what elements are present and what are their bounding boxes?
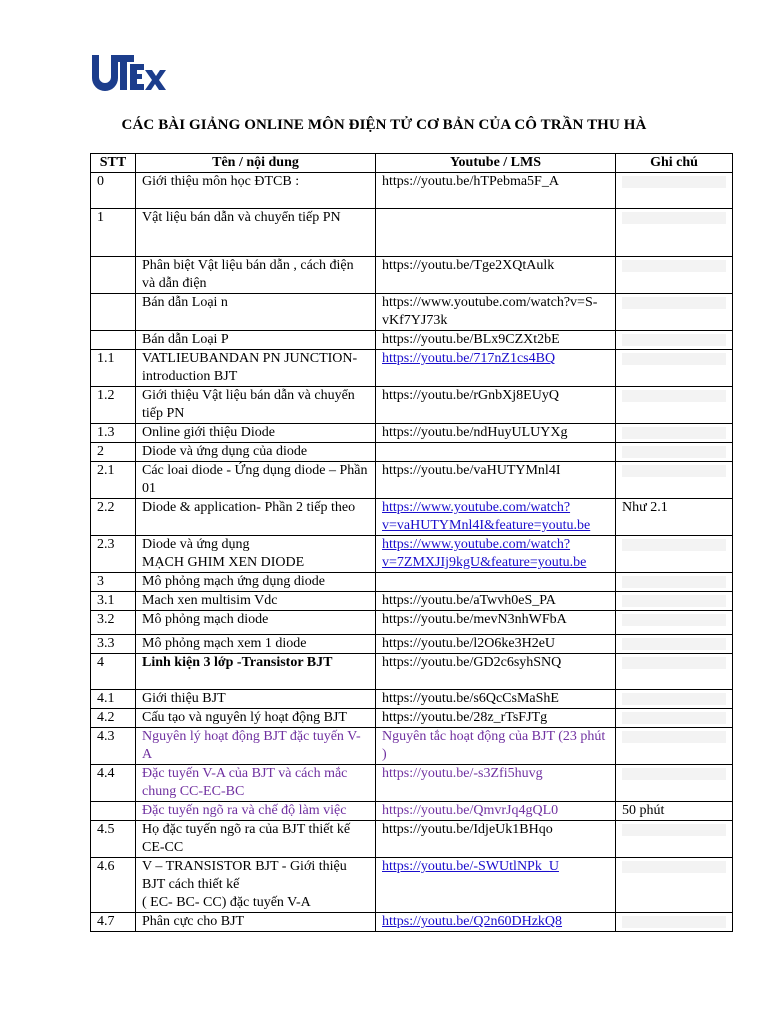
row-link[interactable]: https://youtu.be/Q2n60DHzkQ8 (376, 913, 616, 932)
table-row (91, 350, 733, 387)
row-note (616, 350, 733, 387)
note-shading (622, 731, 726, 743)
table-row (91, 913, 733, 932)
row-name: Giới thiệu môn học ĐTCB : (136, 173, 376, 209)
row-note (616, 592, 733, 611)
table-row (91, 424, 733, 443)
row-name: Các loai diode - Ứng dụng diode – Phần 01 (136, 462, 376, 499)
row-note (616, 387, 733, 424)
row-stt (91, 257, 136, 294)
row-link[interactable]: https://youtu.be/IdjeUk1BHqo (376, 821, 616, 858)
row-link[interactable]: https://youtu.be/Tge2XQtAulk (376, 257, 616, 294)
row-name: Đặc tuyến V-A của BJT và cách mắc chung CC-EC-BC (136, 765, 376, 802)
row-name: Bán dẫn Loại P (136, 331, 376, 350)
row-link[interactable]: https://youtu.be/28z_rTsFJTg (376, 709, 616, 728)
row-link[interactable]: https://youtu.be/l2O6ke3H2eU (376, 635, 616, 654)
table-row (91, 654, 733, 690)
row-note (616, 821, 733, 858)
table-row (91, 765, 733, 802)
row-link[interactable]: https://youtu.be/mevN3nhWFbA (376, 611, 616, 635)
note-shading (622, 638, 726, 650)
row-note (616, 257, 733, 294)
lessons-table (90, 153, 733, 932)
row-name: Họ đặc tuyến ngõ ra của BJT thiết kế CE-CC (136, 821, 376, 858)
table-row (91, 802, 733, 821)
row-note (616, 635, 733, 654)
row-stt: 4.4 (91, 765, 136, 802)
row-name: Linh kiện 3 lớp -Transistor BJT (136, 654, 376, 690)
row-name: Online giới thiệu Diode (136, 424, 376, 443)
row-stt: 0 (91, 173, 136, 209)
row-name: Diode và ứng dụng MẠCH GHIM XEN DIODE (136, 536, 376, 573)
note-shading (622, 465, 726, 477)
row-note (616, 462, 733, 499)
row-note-text: 50 phút (622, 803, 665, 818)
note-shading (622, 861, 726, 873)
row-stt: 3.1 (91, 592, 136, 611)
note-shading (622, 353, 726, 365)
row-note (616, 611, 733, 635)
table-row (91, 536, 733, 573)
row-note (616, 173, 733, 209)
header-link: Youtube / LMS (376, 154, 616, 173)
row-stt: 1.3 (91, 424, 136, 443)
utex-logo (90, 52, 166, 92)
table-row (91, 709, 733, 728)
note-shading (622, 334, 726, 346)
header-note: Ghi chú (616, 154, 733, 173)
row-note (616, 690, 733, 709)
row-name: Bán dẫn Loại n (136, 294, 376, 331)
row-link[interactable]: https://www.youtube.com/watch?v=S-vKf7YJ73k (376, 294, 616, 331)
row-name: Nguyên lý hoạt động BJT đặc tuyến V-A (136, 728, 376, 765)
row-note-text: Như 2.1 (622, 500, 668, 515)
row-stt: 1 (91, 209, 136, 257)
row-stt: 3 (91, 573, 136, 592)
row-note (616, 573, 733, 592)
row-note (616, 536, 733, 573)
note-shading (622, 260, 726, 272)
row-stt: 4.3 (91, 728, 136, 765)
row-link[interactable]: https://youtu.be/-s3Zfi5huvg (376, 765, 616, 802)
table-row (91, 462, 733, 499)
note-shading (622, 176, 726, 188)
note-shading (622, 297, 726, 309)
table-row (91, 257, 733, 294)
row-note (616, 424, 733, 443)
note-shading (622, 657, 726, 669)
row-stt: 4.5 (91, 821, 136, 858)
header-stt: STT (91, 154, 136, 173)
row-name: Diode & application- Phần 2 tiếp theo (136, 499, 376, 536)
table-row (91, 635, 733, 654)
table-row (91, 173, 733, 209)
note-shading (622, 693, 726, 705)
note-shading (622, 916, 726, 928)
row-note (616, 765, 733, 802)
row-stt: 4.6 (91, 858, 136, 913)
row-note (616, 499, 733, 536)
row-name: Mach xen multisim Vdc (136, 592, 376, 611)
row-name: V – TRANSISTOR BJT - Giới thiệu BJT cách thiết kế ( EC- BC- CC) đặc tuyến V-A (136, 858, 376, 913)
row-note (616, 654, 733, 690)
row-link[interactable]: https://youtu.be/rGnbXj8EUyQ (376, 387, 616, 424)
row-note (616, 709, 733, 728)
row-link[interactable]: https://www.youtube.com/watch?v=vaHUTYMnl4I&feature=youtu.be (376, 499, 616, 536)
table-row (91, 387, 733, 424)
row-name: VATLIEUBANDAN PN JUNCTION- introduction BJT (136, 350, 376, 387)
row-stt: 2 (91, 443, 136, 462)
table-row (91, 592, 733, 611)
row-note (616, 913, 733, 932)
row-link[interactable]: https://youtu.be/hTPebma5F_A (376, 173, 616, 209)
row-note (616, 331, 733, 350)
header-name: Tên / nội dung (136, 154, 376, 173)
row-link[interactable]: https://youtu.be/BLx9CZXt2bE (376, 331, 616, 350)
note-shading (622, 390, 726, 402)
row-name: Diode và ứng dụng của diode (136, 443, 376, 462)
row-link[interactable]: https://youtu.be/aTwvh0eS_PA (376, 592, 616, 611)
row-link[interactable]: https://youtu.be/-SWUtlNPk_U (376, 858, 616, 913)
table-row (91, 821, 733, 858)
table-row (91, 331, 733, 350)
row-stt: 2.1 (91, 462, 136, 499)
table-row (91, 499, 733, 536)
row-link[interactable]: https://youtu.be/vaHUTYMnl4I (376, 462, 616, 499)
row-note (616, 858, 733, 913)
row-stt: 2.3 (91, 536, 136, 573)
row-stt: 3.3 (91, 635, 136, 654)
note-shading (622, 576, 726, 588)
row-stt (91, 294, 136, 331)
row-stt: 1.2 (91, 387, 136, 424)
table-row (91, 443, 733, 462)
row-name: Phân cực cho BJT (136, 913, 376, 932)
row-name: Phân biệt Vật liệu bán dẫn , cách điện và dẫn điện (136, 257, 376, 294)
table-row (91, 690, 733, 709)
row-link[interactable]: https://youtu.be/ndHuyULUYXg (376, 424, 616, 443)
row-name: Mô phỏng mạch diode (136, 611, 376, 635)
row-stt: 4.7 (91, 913, 136, 932)
row-stt (91, 331, 136, 350)
row-note (616, 443, 733, 462)
note-shading (622, 712, 726, 724)
row-name: Cấu tạo và nguyên lý hoạt động BJT (136, 709, 376, 728)
table-row (91, 611, 733, 635)
row-note (616, 802, 733, 821)
row-link[interactable]: https://youtu.be/QmvrJq4gQL0 (376, 802, 616, 821)
row-link[interactable]: Nguyên tắc hoạt động của BJT (23 phút ) (376, 728, 616, 765)
row-link[interactable]: https://youtu.be/717nZ1cs4BQ (376, 350, 616, 387)
note-shading (622, 212, 726, 224)
table-row (91, 858, 733, 913)
table-row (91, 294, 733, 331)
row-note (616, 294, 733, 331)
row-stt: 3.2 (91, 611, 136, 635)
row-name: Mô phỏng mạch ứng dụng diode (136, 573, 376, 592)
note-shading (622, 539, 726, 551)
row-stt: 1.1 (91, 350, 136, 387)
note-shading (622, 824, 726, 836)
row-name: Đặc tuyến ngõ ra và chế độ làm việc (136, 802, 376, 821)
note-shading (622, 427, 726, 439)
row-note (616, 209, 733, 257)
note-shading (622, 614, 726, 626)
row-stt: 4 (91, 654, 136, 690)
row-name: Vật liệu bán dẫn và chuyển tiếp PN (136, 209, 376, 257)
row-stt: 4.1 (91, 690, 136, 709)
row-name: Mô phỏng mạch xem 1 diode (136, 635, 376, 654)
row-link (376, 209, 616, 257)
table-header-row (91, 154, 733, 173)
row-link[interactable]: https://youtu.be/GD2c6syhSNQ (376, 654, 616, 690)
row-link[interactable]: https://youtu.be/s6QcCsMaShE (376, 690, 616, 709)
row-name: Giới thiệu Vật liệu bán dẫn và chuyển tiếp PN (136, 387, 376, 424)
row-note (616, 728, 733, 765)
note-shading (622, 446, 726, 458)
row-name: Giới thiệu BJT (136, 690, 376, 709)
table-row (91, 209, 733, 257)
row-link (376, 573, 616, 592)
document-title: CÁC BÀI GIẢNG ONLINE MÔN ĐIỆN TỬ CƠ BẢN CỦA CÔ TRẦN THU HÀ (121, 117, 647, 133)
row-stt: 2.2 (91, 499, 136, 536)
table-row (91, 728, 733, 765)
note-shading (622, 768, 726, 780)
row-stt (91, 802, 136, 821)
row-link[interactable]: https://www.youtube.com/watch?v=7ZMXJIj9kgU&feature=youtu.be (376, 536, 616, 573)
row-stt: 4.2 (91, 709, 136, 728)
table-row (91, 573, 733, 592)
note-shading (622, 595, 726, 607)
row-link (376, 443, 616, 462)
